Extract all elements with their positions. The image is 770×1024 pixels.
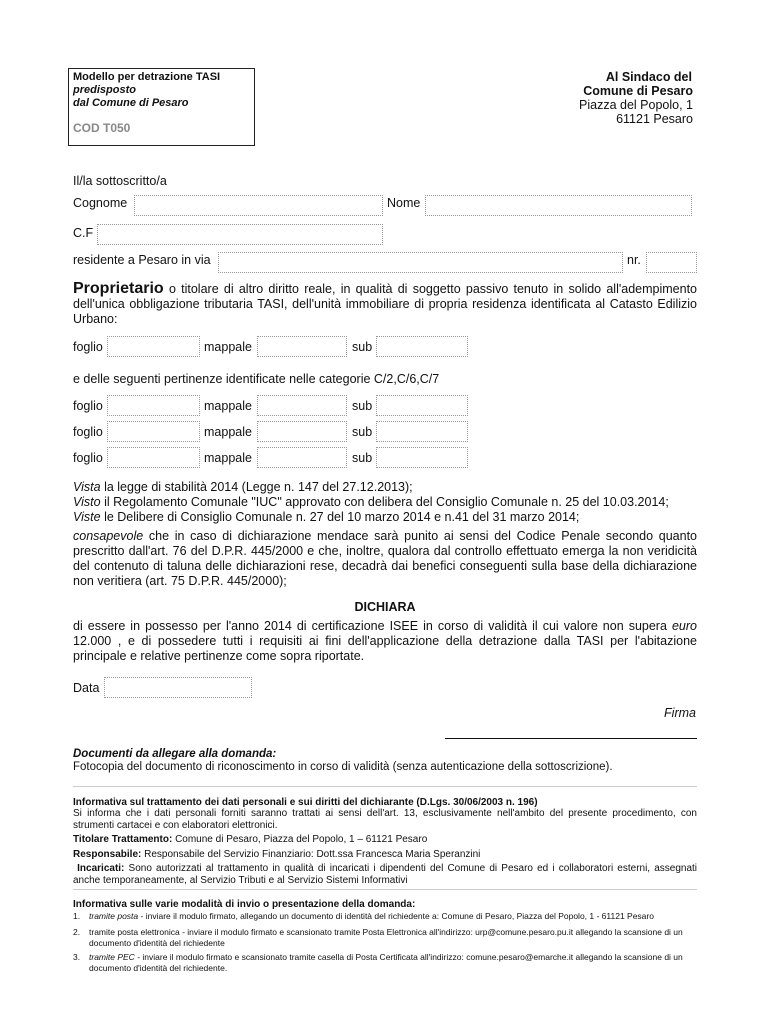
sub-label: sub <box>352 425 373 439</box>
submission-item-1-lead: tramite posta <box>89 911 139 921</box>
name-field[interactable] <box>425 195 692 216</box>
submission-item-2-text: tramite posta elettronica - inviare il modulo firmato e scansionato tramite Posta Elettronica all'indirizzo: urp@comune.pesaro.pu.it allegando la scansione di un documento d'identità del richiedente <box>89 927 683 948</box>
name-label: Nome <box>387 196 421 210</box>
privacy-owner-line <box>73 834 427 846</box>
residence-label: residente a Pesaro in via <box>73 253 211 267</box>
privacy-appointees <box>73 863 697 887</box>
surname-field[interactable] <box>134 195 383 216</box>
owner-paragraph <box>73 281 697 327</box>
date-field[interactable] <box>104 677 252 698</box>
visto-text: il Regolamento Comunale "IUC" approvato con delibera del Consiglio Comunale n. 25 del 10.03.2014; <box>104 495 669 509</box>
street-field[interactable] <box>218 252 623 273</box>
form-model-subtitle: predisposto <box>73 84 136 96</box>
mappale-field[interactable] <box>257 336 347 357</box>
form-code-box <box>68 68 255 146</box>
submission-item-3 <box>89 952 697 974</box>
divider <box>73 889 697 890</box>
sub-label: sub <box>352 340 373 354</box>
euro-word: euro <box>671 619 697 633</box>
date-label: Data <box>73 681 100 695</box>
attachments-text: Fotocopia del documento di riconoscimento in corso di validità (senza autenticazione della sottoscrizione). <box>73 761 613 773</box>
declaration-text-2: 12.000 , e di possedere tutti i requisiti ai fini dell'applicazione della detrazione dalla TASI per l'abitazione principale e relative pertinenze come sopra riportate. <box>73 634 697 663</box>
consapevole-word: consapevole <box>73 529 144 543</box>
visto-word: Visto <box>73 495 101 509</box>
vista-text: la legge di stabilità 2014 (Legge n. 147 del 27.12.2013); <box>104 480 413 494</box>
privacy-responsible-text: Responsabile del Servizio Finanziario: Dott.ssa Francesca Maria Speranzini <box>144 849 481 860</box>
house-number-field[interactable] <box>646 252 697 273</box>
submission-item-3-number: 3. <box>73 952 81 962</box>
consapevole-text: che in caso di dichiarazione mendace sarà punito ai sensi del Codice Penale secondo quanto prescritto dall'art. 76 del D.P.R. 445/2000 e che, inoltre, qualora dal controllo effettuato emerga la non veridicità del contenuto di taluna delle dichiarazioni rese, decadrà dai benefici conseguenti sulla base della dichiarazione non veritiera (art. 75 D.P.R. 445/2000); <box>73 529 697 588</box>
recipient-line-1: Al Sindaco del <box>605 70 692 84</box>
submission-item-3-text: - inviare il modulo firmato e scansionato tramite casella di Posta Certificata all'indirizzo: comune.pesaro@emarche.it allegando la scansione di un documento d'identità del richiedente. <box>89 952 683 973</box>
recipient-line-4: 61121 Pesaro <box>616 112 693 126</box>
house-number-label: nr. <box>627 253 641 267</box>
foglio-field[interactable] <box>107 447 200 468</box>
foglio-field[interactable] <box>107 336 200 357</box>
signature-line[interactable] <box>445 738 697 739</box>
divider <box>73 786 697 787</box>
privacy-heading: Informativa sul trattamento dei dati personali e sui diritti del dichiarante (D.Lgs. 30/06/2003 n. 196) <box>73 797 538 808</box>
declaration-text-1: di essere in possesso per l'anno 2014 di certificazione ISEE in corso di validità il cui valore non supera <box>73 619 667 633</box>
foglio-label: foglio <box>73 340 103 354</box>
mappale-field[interactable] <box>257 447 347 468</box>
tax-code-label: C.F <box>73 226 94 240</box>
form-model-origin: dal Comune di Pesaro <box>73 97 189 109</box>
submission-heading: Informativa sulle varie modalità di invio o presentazione della domanda: <box>73 899 416 910</box>
declaration-heading: DICHIARA <box>354 600 416 614</box>
declaration-paragraph <box>73 619 697 664</box>
viste-word: Viste <box>73 510 101 524</box>
signature-label: Firma <box>664 706 696 720</box>
privacy-appointees-text: Sono autorizzati al trattamento in qualità di incaricati i dipendenti del Comune di Pesaro ed i collaboratori esterni, assegnati anche temporaneamente, al Servizio Tributi e al Servizio Sistemi Informativi <box>73 863 698 886</box>
mappale-label: mappale <box>204 425 252 439</box>
appurtenances-label: e delle seguenti pertinenze identificate nelle categorie C/2,C/6,C/7 <box>73 372 440 386</box>
privacy-owner-label: Titolare Trattamento: <box>73 834 173 845</box>
submission-item-1 <box>89 911 697 922</box>
recipient-line-2: Comune di Pesaro <box>583 84 693 98</box>
vista-word: Vista <box>73 480 101 494</box>
surname-label: Cognome <box>73 196 128 210</box>
awareness-paragraph <box>73 529 697 589</box>
recipient-line-3: Piazza del Popolo, 1 <box>579 98 693 112</box>
privacy-responsible-line <box>73 849 480 861</box>
privacy-responsible-label: Responsabile: <box>73 849 142 860</box>
submission-item-2-number: 2. <box>73 927 81 937</box>
viste-text: le Delibere di Consiglio Comunale n. 27 del 10 marzo 2014 e n.41 del 31 marzo 2014; <box>104 510 580 524</box>
foglio-field[interactable] <box>107 395 200 416</box>
form-code: COD T050 <box>73 121 131 135</box>
form-model-title: Modello per detrazione TASI <box>73 71 221 83</box>
mappale-label: mappale <box>204 451 252 465</box>
privacy-text: Si informa che i dati personali forniti saranno trattati ai sensi dell'art. 13, esclusivamente nell'ambito del presente procedimento, con strumenti cartacei e con elaboratori elettronici. <box>73 808 697 831</box>
sub-field[interactable] <box>376 336 468 357</box>
mappale-field[interactable] <box>257 421 347 442</box>
vista-line <box>73 480 413 495</box>
mappale-label: mappale <box>204 399 252 413</box>
submission-item-1-number: 1. <box>73 911 81 921</box>
mappale-field[interactable] <box>257 395 347 416</box>
foglio-label: foglio <box>73 399 103 413</box>
sub-field[interactable] <box>376 421 468 442</box>
attachments-heading: Documenti da allegare alla domanda: <box>73 748 277 760</box>
foglio-label: foglio <box>73 451 103 465</box>
mappale-label: mappale <box>204 340 252 354</box>
foglio-field[interactable] <box>107 421 200 442</box>
sub-label: sub <box>352 451 373 465</box>
undersigned-label: Il/la sottoscritto/a <box>73 174 167 188</box>
submission-item-1-text: - inviare il modulo firmato, allegando un documento di identità del richiedente a: Comune di Pesaro, Piazza del Popolo, 1 - 61121 Pesaro <box>140 911 654 921</box>
sub-label: sub <box>352 399 373 413</box>
privacy-appointees-label: Incaricati: <box>77 863 125 874</box>
tax-code-field[interactable] <box>97 224 383 245</box>
sub-field[interactable] <box>376 395 468 416</box>
visto-line <box>73 495 669 510</box>
owner-text: o titolare di altro diritto reale, in qualità di soggetto passivo tenuto in solido all'adempimento dell'unica obbligazione tributaria TASI, dell'unità immobiliare di propria residenza identificata al Catasto Edilizio Urbano: <box>73 282 697 326</box>
foglio-label: foglio <box>73 425 103 439</box>
viste-line <box>73 510 579 525</box>
submission-item-3-lead: tramite PEC <box>89 952 135 962</box>
privacy-owner-text: Comune di Pesaro, Piazza del Popolo, 1 – 61121 Pesaro <box>175 834 428 845</box>
sub-field[interactable] <box>376 447 468 468</box>
owner-title: Proprietario <box>73 280 164 297</box>
